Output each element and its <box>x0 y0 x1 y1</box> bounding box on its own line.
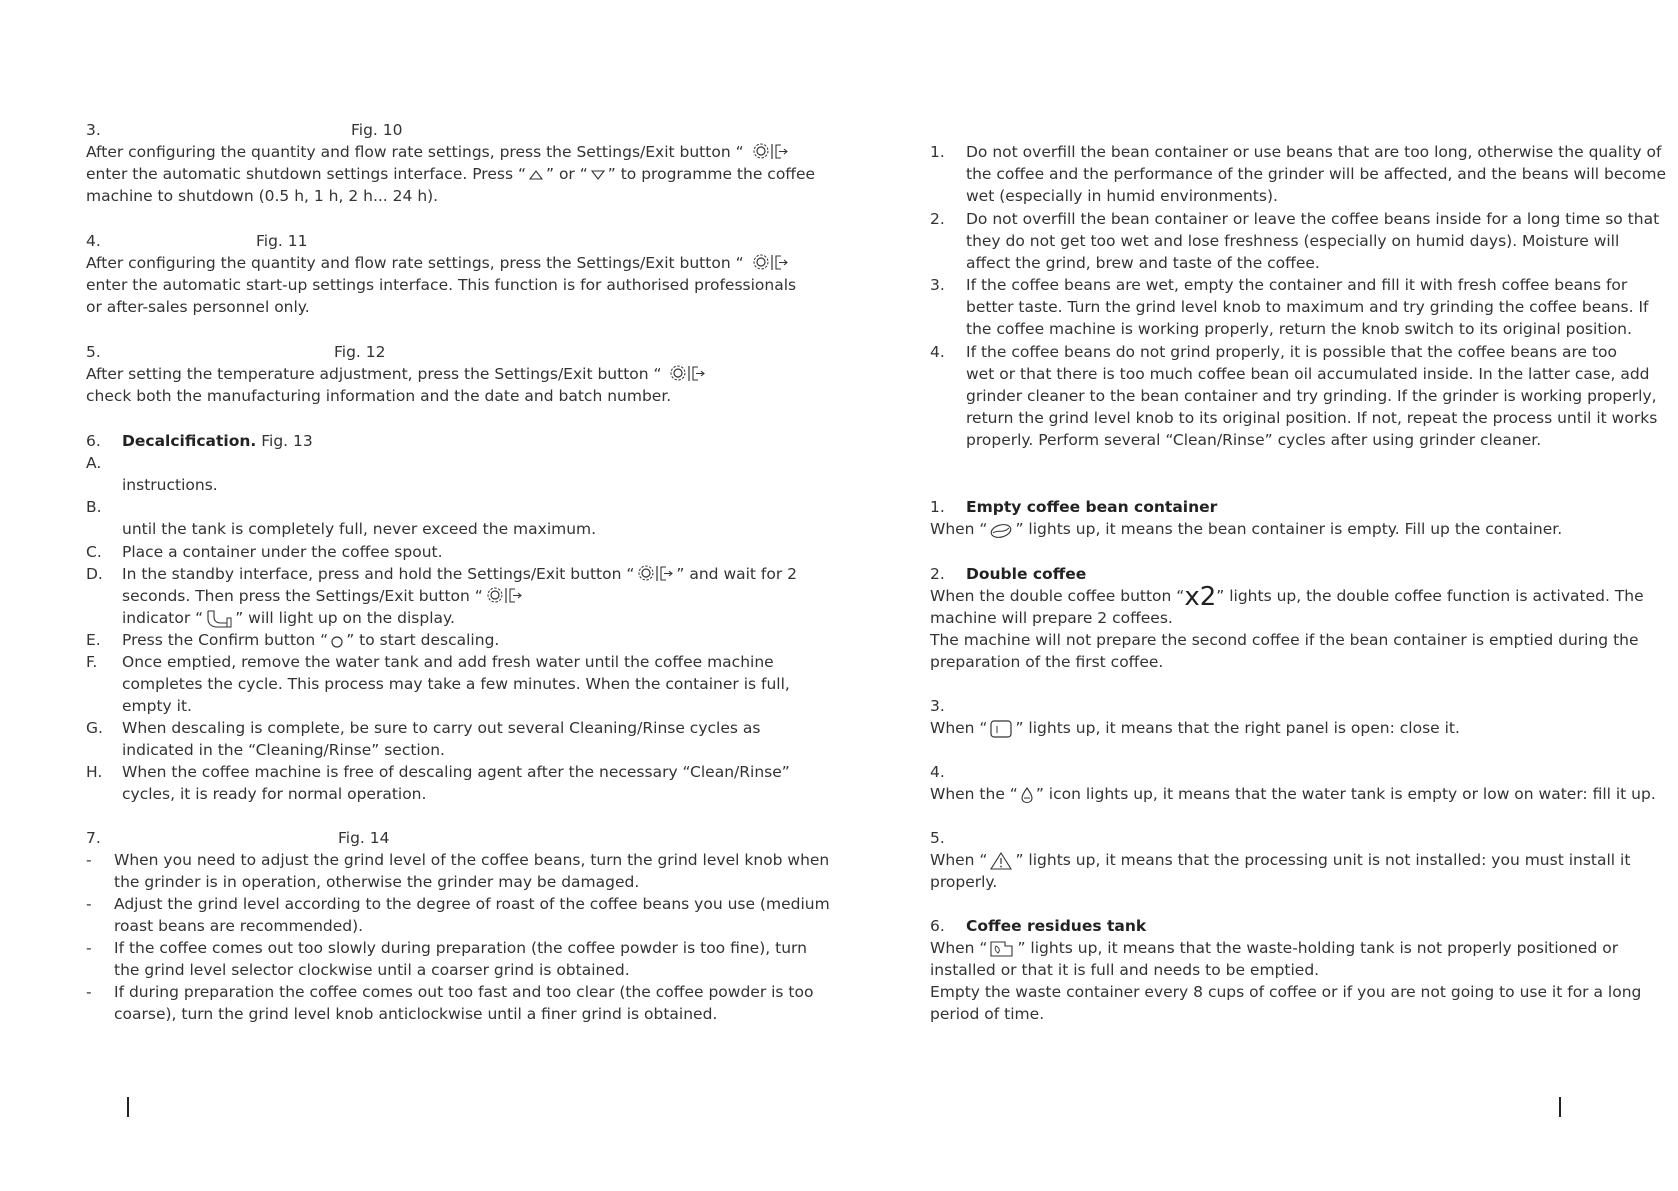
tip-4-line-4: return the grind level knob to its original position. If not, repeat the process until it works <box>966 409 1658 427</box>
step-d-line-3: indicator “ ” will light up on the display. <box>122 609 455 627</box>
bullet-2-line-2: roast beans are recommended). <box>114 917 364 935</box>
waste-tank-icon <box>989 939 1015 959</box>
tip-4-line-1: If the coffee beans do not grind properly, it is possible that the coffee beans are too <box>966 343 1617 361</box>
indicator-4-text: When the “ ” icon lights up, it means that the water tank is empty or low on water: fill it up. <box>930 785 1656 803</box>
water-drop-icon <box>1020 786 1034 804</box>
indicator-6-title: Coffee residues tank <box>966 917 1147 935</box>
indicator-6-number: 6. <box>930 917 945 935</box>
bullet-3-line-2: the grind level selector clockwise until a coarser grind is obtained. <box>114 961 630 979</box>
tip-2-line-1: Do not overfill the bean container or leave the coffee beans inside for a long time so that <box>966 210 1660 228</box>
step-f-line-1: Once emptied, remove the water tank and add fresh water until the coffee machine <box>122 653 774 671</box>
bullet-4-line-1: If during preparation the coffee comes out too fast and too clear (the coffee powder is too <box>114 983 814 1001</box>
step-d-line-1: In the standby interface, press and hold the Settings/Exit button “ ” and wait for 2 <box>122 563 797 585</box>
section-3-line-1: After configuring the quantity and flow rate settings, press the Settings/Exit button “ <box>86 141 791 163</box>
step-e-text: Press the Confirm button “ ” to start descaling. <box>122 631 500 649</box>
indicator-5-number: 5. <box>930 829 945 847</box>
step-d-line-2: seconds. Then press the Settings/Exit button “ <box>122 585 525 607</box>
bullet-dash: - <box>86 851 92 869</box>
tip-2-number: 2. <box>930 210 945 228</box>
double-coffee-icon: x2 <box>1184 582 1217 612</box>
step-f-line-2: completes the cycle. This process may take a few minutes. When the container is full, <box>122 675 790 693</box>
bullet-2-line-1: Adjust the grind level according to the degree of roast of the coffee beans you use (medium <box>114 895 830 913</box>
bullet-1-line-1: When you need to adjust the grind level of the coffee beans, turn the grind level knob when <box>114 851 830 869</box>
tip-4-number: 4. <box>930 343 945 361</box>
step-b-label: B. <box>86 498 102 516</box>
indicator-1-text: When “ ” lights up, it means the bean container is empty. Fill up the container. <box>930 520 1563 538</box>
indicator-2-title: Double coffee <box>966 565 1087 583</box>
bullet-4-line-2: coarse), turn the grind level knob anticlockwise until a finer grind is obtained. <box>114 1005 718 1023</box>
step-f-label: F. <box>86 653 98 671</box>
settings-exit-icon <box>636 564 674 586</box>
page-mark-left <box>127 1097 129 1117</box>
step-h-line-2: cycles, it is ready for normal operation. <box>122 785 427 803</box>
indicator-6-line-4: period of time. <box>930 1005 1045 1023</box>
section-7-number: 7. <box>86 829 101 847</box>
section-3-line-2: enter the automatic shutdown settings interface. Press “ ” or “ ” to programme the coffee <box>86 165 816 183</box>
bullet-dash: - <box>86 983 92 1001</box>
down-arrow-icon <box>590 169 606 181</box>
step-g-line-1: When descaling is complete, be sure to carry out several Cleaning/Rinse cycles as <box>122 719 761 737</box>
indicator-6-line-1: When “ ” lights up, it means that the waste-holding tank is not properly positioned or <box>930 939 1619 957</box>
descaling-indicator-icon <box>205 609 233 629</box>
section-3-line-3: machine to shutdown (0.5 h, 1 h, 2 h... 24 h). <box>86 187 439 205</box>
indicator-5-line-2: properly. <box>930 873 998 891</box>
tip-3-line-2: better taste. Turn the grind level knob to maximum and try grinding the coffee beans. If <box>966 298 1649 316</box>
indicator-4-number: 4. <box>930 763 945 781</box>
tip-4-line-3: grinder cleaner to the bean container and try grinding. If the grinder is working properly, <box>966 387 1657 405</box>
indicator-3-number: 3. <box>930 697 945 715</box>
indicator-5-line-1: When “ ” lights up, it means that the processing unit is not installed: you must install it <box>930 851 1631 869</box>
right-panel-icon <box>989 719 1013 739</box>
section-4-line-2: enter the automatic start-up settings interface. This function is for authorised professionals <box>86 276 797 294</box>
step-a-text: instructions. <box>122 476 218 494</box>
section-4-fig: Fig. 11 <box>256 232 308 250</box>
settings-exit-icon <box>668 364 706 386</box>
bullet-dash: - <box>86 895 92 913</box>
section-6-heading: Decalcification. Fig. 13 <box>122 432 313 450</box>
bullet-dash: - <box>86 939 92 957</box>
indicator-2-number: 2. <box>930 565 945 583</box>
section-5-number: 5. <box>86 343 101 361</box>
step-g-label: G. <box>86 719 103 737</box>
bullet-1-line-2: the grinder is in operation, otherwise the grinder may be damaged. <box>114 873 640 891</box>
section-5-line-1: After setting the temperature adjustment, press the Settings/Exit button “ <box>86 363 708 385</box>
step-d-label: D. <box>86 565 103 583</box>
settings-exit-icon <box>751 253 789 275</box>
indicator-1-number: 1. <box>930 498 945 516</box>
step-c-label: C. <box>86 543 102 561</box>
up-arrow-icon <box>528 169 544 181</box>
step-f-line-3: empty it. <box>122 697 192 715</box>
tip-1-number: 1. <box>930 143 945 161</box>
settings-exit-icon <box>485 586 523 608</box>
section-7-fig: Fig. 14 <box>338 829 390 847</box>
tip-1-line-3: wet (especially in humid environments). <box>966 187 1278 205</box>
section-4-line-3: or after-sales personnel only. <box>86 298 310 316</box>
section-3-number: 3. <box>86 121 101 139</box>
section-6-number: 6. <box>86 432 101 450</box>
step-c-text: Place a container under the coffee spout. <box>122 543 443 561</box>
settings-exit-icon <box>751 142 789 164</box>
indicator-2-line-2: machine will prepare 2 coffees. <box>930 609 1173 627</box>
section-5-line-2: check both the manufacturing information and the date and batch number. <box>86 387 672 405</box>
section-5-fig: Fig. 12 <box>334 343 386 361</box>
step-h-line-1: When the coffee machine is free of descaling agent after the necessary “Clean/Rinse” <box>122 763 790 781</box>
indicator-2-line-3: The machine will not prepare the second coffee if the bean container is emptied during the <box>930 631 1639 649</box>
tip-1-line-1: Do not overfill the bean container or use beans that are too long, otherwise the quality of <box>966 143 1662 161</box>
indicator-2-line-4: preparation of the first coffee. <box>930 653 1164 671</box>
indicator-1-title: Empty coffee bean container <box>966 498 1218 516</box>
section-4-line-1: After configuring the quantity and flow rate settings, press the Settings/Exit button “ <box>86 252 791 274</box>
step-g-line-2: indicated in the “Cleaning/Rinse” section. <box>122 741 445 759</box>
tip-3-number: 3. <box>930 276 945 294</box>
tip-4-line-5: properly. Perform several “Clean/Rinse” cycles after using grinder cleaner. <box>966 431 1542 449</box>
section-3-fig: Fig. 10 <box>351 121 403 139</box>
indicator-6-line-3: Empty the waste container every 8 cups of coffee or if you are not going to use it for a long <box>930 983 1642 1001</box>
section-4-number: 4. <box>86 232 101 250</box>
tip-4-line-2: wet or that there is too much coffee bean oil accumulated inside. In the latter case, add <box>966 365 1650 383</box>
step-b-text: until the tank is completely full, never exceed the maximum. <box>122 520 597 538</box>
step-h-label: H. <box>86 763 103 781</box>
tip-3-line-3: the coffee machine is working properly, return the knob switch to its original position. <box>966 320 1632 338</box>
step-e-label: E. <box>86 631 101 649</box>
tip-2-line-3: affect the grind, brew and taste of the coffee. <box>966 254 1320 272</box>
indicator-6-line-2: installed or that it is full and needs to be emptied. <box>930 961 1320 979</box>
indicator-2-line-1: When the double coffee button “x2” lights up, the double coffee function is activated. The <box>930 582 1644 612</box>
tip-1-line-2: the coffee and the performance of the grinder will be affected, and the beans will become <box>966 165 1666 183</box>
warning-icon <box>989 851 1013 871</box>
tip-2-line-2: they do not get too wet and lose freshness (especially on humid days). Moisture will <box>966 232 1620 250</box>
tip-3-line-1: If the coffee beans are wet, empty the container and fill it with fresh coffee beans for <box>966 276 1628 294</box>
bullet-3-line-1: If the coffee comes out too slowly during preparation (the coffee powder is too fine), turn <box>114 939 807 957</box>
step-a-label: A. <box>86 454 102 472</box>
confirm-circle-icon <box>330 634 344 648</box>
coffee-bean-icon <box>989 522 1013 538</box>
page-mark-right <box>1559 1097 1561 1117</box>
indicator-3-text: When “ ” lights up, it means that the right panel is open: close it. <box>930 719 1460 737</box>
